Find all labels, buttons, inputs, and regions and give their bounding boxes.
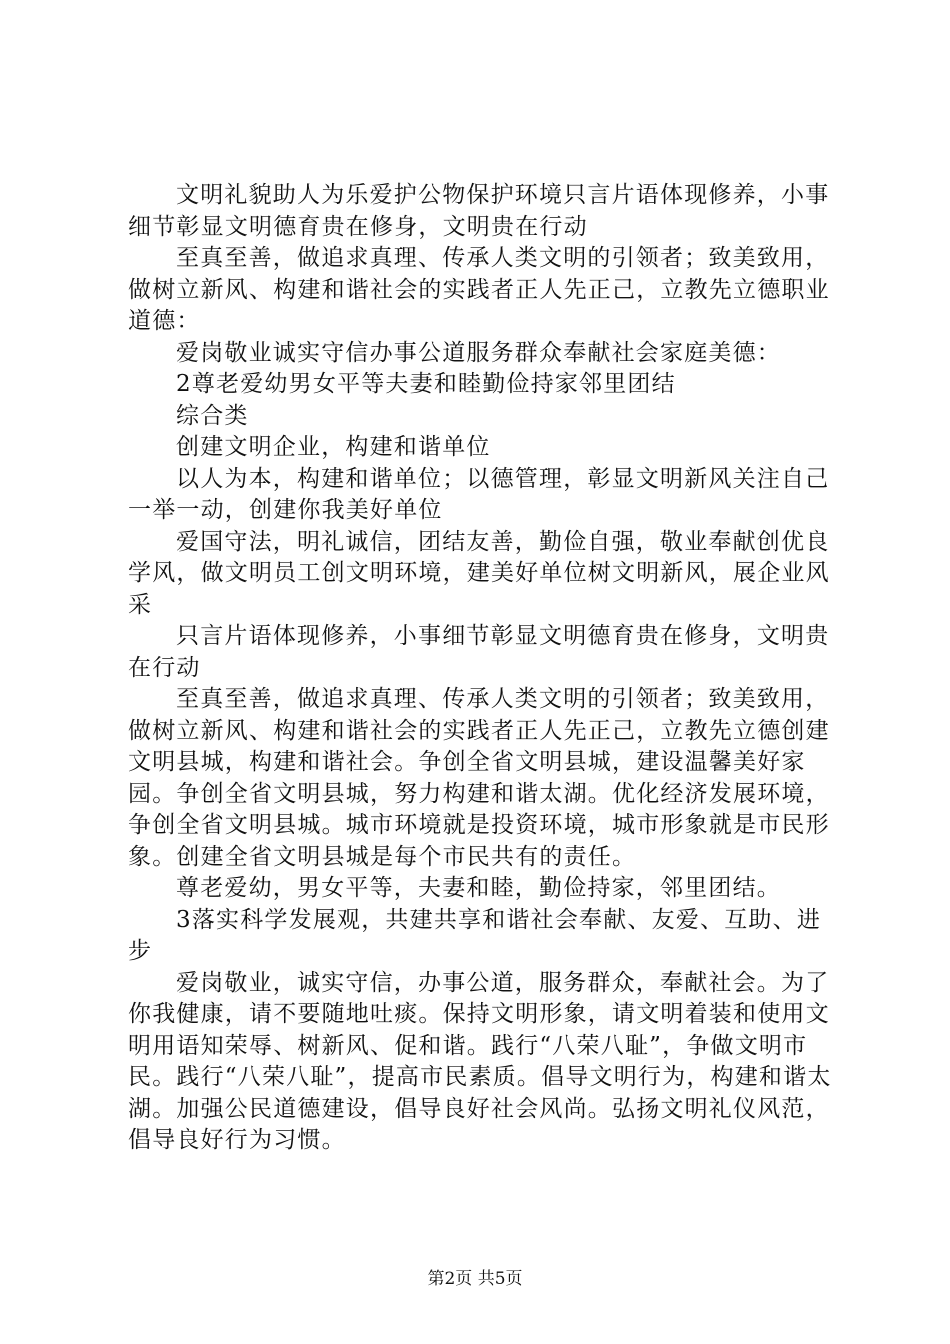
paragraph-10: 至真至善，做追求真理、传承人类文明的引领者；致美致用，做树立新风、构建和谐社会的实践者正人先正己，立教先立德创建文明县城，构建和谐社会。争创全省文明县城，建设温馨美好家园。争创全省文明县城，努力构建和谐太湖。优化经济发展环境，争创全省文明县城。城市环境就是投资环境，城市形象就是市民形象。创建全省文明县城是每个市民共有的责任。 <box>128 686 830 870</box>
paragraph-11: 尊老爱幼，男女平等，夫妻和睦，勤俭持家，邻里团结。 <box>176 875 781 901</box>
paragraph-2: 至真至善，做追求真理、传承人类文明的引领者；致美致用，做树立新风、构建和谐社会的实践者正人先正己，立教先立德职业道德： <box>128 245 830 334</box>
paragraph-9: 只言片语体现修养，小事细节彰显文明德育贵在修身，文明贵在行动 <box>128 623 830 681</box>
paragraph-13: 爱岗敬业，诚实守信，办事公道，服务群众，奉献社会。为了你我健康，请不要随地吐痰。保持文明形象，请文明着装和使用文明用语知荣辱、树新风、促和谐。践行“八荣八耻”，争做文明市民。践行“八荣八耻”，提高市民素质。倡导文明行为，构建和谐太湖。加强公民道德建设，倡导良好社会风尚。弘扬文明礼仪风范，倡导良好行为习惯。 <box>128 969 832 1153</box>
paragraph-5: 综合类 <box>176 402 249 429</box>
document-body <box>128 180 840 1157</box>
paragraph-7: 以人为本，构建和谐单位；以德管理，彰显文明新风关注自己一举一动，创建你我美好单位 <box>128 465 830 523</box>
paragraph-6: 创建文明企业，构建和谐单位 <box>176 434 491 460</box>
paragraph-12: 3落实科学发展观，共建共享和谐社会奉献、友爱、互助、进步 <box>128 906 822 964</box>
paragraph-8: 爱国守法，明礼诚信，团结友善，勤俭自强，敬业奉献创优良学风，做文明员工创文明环境，建美好单位树文明新风，展企业风采 <box>128 528 830 618</box>
paragraph-4: 2尊老爱幼男女平等夫妻和睦勤俭持家邻里团结 <box>176 371 676 397</box>
paragraph-3: 爱岗敬业诚实守信办事公道服务群众奉献社会家庭美德： <box>176 339 781 366</box>
page-number-label: 第2页 共5页 <box>427 1269 523 1289</box>
page-footer <box>0 1268 950 1290</box>
paragraph-1: 文明礼貌助人为乐爱护公物保护环境只言片语体现修养，小事细节彰显文明德育贵在修身，文明贵在行动 <box>128 182 830 240</box>
